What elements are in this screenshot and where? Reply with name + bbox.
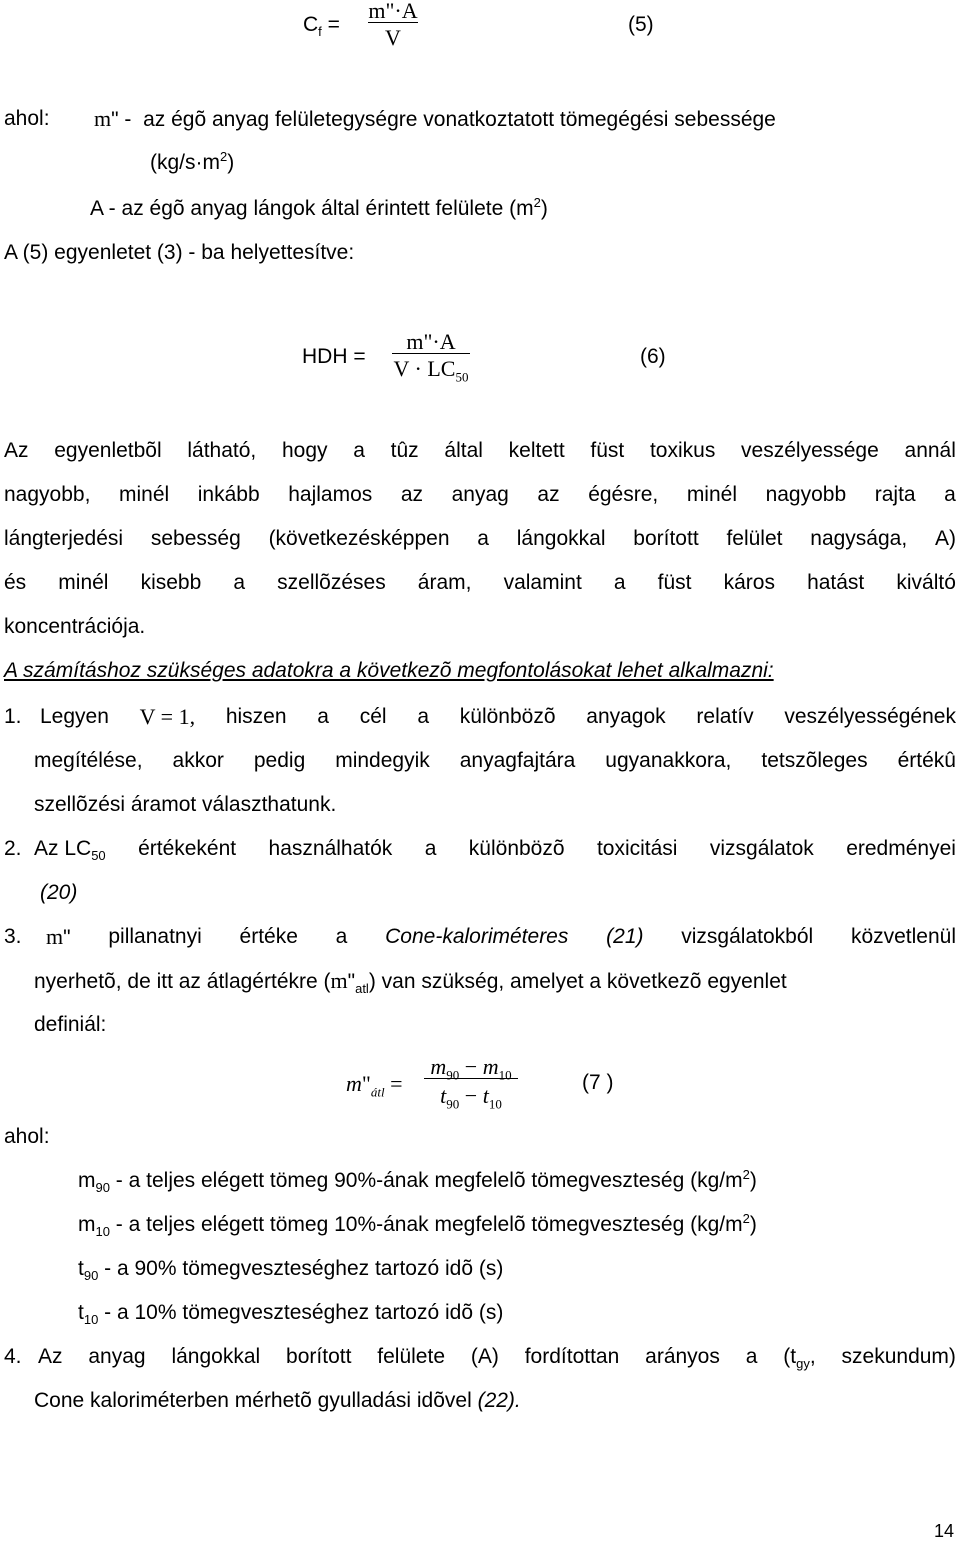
para1-line-2: nagyobb, minél inkább hajlamos az anyag az égésre, minél nagyobb rajta a bbox=[4, 483, 956, 506]
eq5-number: (5) bbox=[628, 13, 654, 36]
item1-number: 1. bbox=[4, 705, 22, 728]
def-area: A - az égõ anyag lángok által érintett felülete $(m^2)$ bbox=[90, 195, 548, 220]
para1-line-1: Az egyenletbõl látható, hogy a tûz által keltett füst toxikus veszélyessége annál bbox=[4, 439, 956, 462]
eq6-lhs: HDH = bbox=[302, 345, 366, 368]
substitution-text: A (5) egyenletet (3) - ba helyettesítve: bbox=[4, 241, 355, 264]
def-mass-rate: m" - az égõ anyag felületegységre vonatkoztatott tömegégési sebessége bbox=[94, 106, 776, 131]
page-number: 14 bbox=[934, 1521, 955, 1541]
item2-line-1: Az $LC_{50}$ értékeként használhatók a különbözõ toxicitási vizsgálatok eredményei bbox=[34, 837, 956, 864]
para1-line-3: lángterjedési sebesség (következésképpen a lángokkal borított felület nagysága, A) bbox=[4, 527, 956, 550]
item3-line-3: definiál: bbox=[34, 1013, 107, 1036]
item2-reference: (20) bbox=[40, 881, 78, 904]
item4-line-2: Cone kaloriméterben mérhetõ gyulladási idõvel (22). bbox=[34, 1389, 521, 1412]
def-t90: $t_{90}$ - a 90% tömegveszteséghez tartozó idõ (s) bbox=[78, 1257, 504, 1284]
eq5-fraction: m"·A V bbox=[368, 0, 418, 50]
eq7-fraction: $m_{90} - m_{10}$ $t_{90} - t_{10}$ bbox=[424, 1056, 518, 1107]
eq6-fraction: m"·A $V \cdot LC_{50}$ bbox=[393, 329, 469, 385]
item4-number: 4. bbox=[4, 1345, 22, 1368]
eq5-lhs: $C_f$ = bbox=[303, 13, 340, 40]
item1-line-3: szellõzési áramot választhatunk. bbox=[34, 793, 337, 816]
para1-line-4: és minél kisebb a szellõzéses áram, valamint a füst káros hatást kiváltó bbox=[4, 571, 956, 594]
eq7-number: (7 ) bbox=[582, 1071, 614, 1094]
item1-line-1: Legyen V = 1, hiszen a cél a különbözõ anyagok relatív veszélyességének bbox=[40, 704, 956, 729]
eq7-lhs: $m"_{átl}$ = bbox=[346, 1071, 403, 1100]
item3-number: 3. bbox=[4, 925, 22, 948]
item4-line-1: Az anyag lángokkal borított felülete (A) fordítottan arányos a ($t_{gy}$, szekundum) bbox=[38, 1345, 956, 1372]
para1-line-5: koncentrációja. bbox=[4, 615, 146, 638]
item3-line-1: m" pillanatnyi értéke a Cone-kaloriméteres (21) vizsgálatokból közvetlenül bbox=[46, 924, 956, 949]
def-t10: $t_{10}$ - a 10% tömegveszteséghez tartozó idõ (s) bbox=[78, 1301, 504, 1328]
item2-number: 2. bbox=[4, 837, 22, 860]
considerations-heading: A számításhoz szükséges adatokra a következõ megfontolásokat lehet alkalmazni: bbox=[4, 659, 774, 682]
eq6-number: (6) bbox=[640, 345, 666, 368]
def-mass-rate-unit: $(kg/s\cdot m^2)$ bbox=[150, 149, 235, 174]
ahol-label-2: ahol: bbox=[4, 1125, 50, 1148]
item1-line-2: megítélése, akkor pedig mindegyik anyagfajtára ugyanakkora, tetszõleges értékû bbox=[34, 749, 956, 772]
item3-line-2: nyerhetõ, de itt az átlagértékre $(m"_{atl})$ van szükség, amelyet a következõ egyenlet bbox=[34, 968, 787, 997]
def-m10: $m_{10}$ - a teljes elégett tömeg 10%-ának megfelelõ tömegveszteség $(kg/m^2)$ bbox=[78, 1211, 757, 1240]
ahol-label-1: ahol: bbox=[4, 107, 50, 130]
def-m90: $m_{90}$ - a teljes elégett tömeg 90%-ának megfelelõ tömegveszteség $(kg/m^2)$ bbox=[78, 1167, 757, 1196]
